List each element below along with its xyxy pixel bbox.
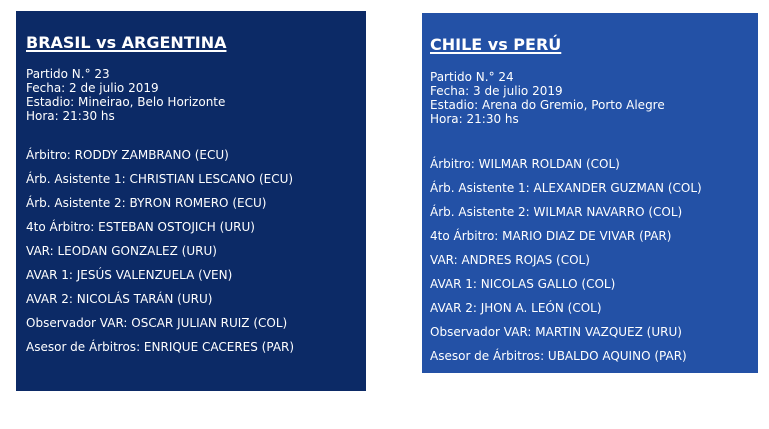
match-number: Partido N.° 24: [430, 70, 514, 84]
official-var: VAR: ANDRES ROJAS (COL): [430, 253, 590, 267]
official-assistant-1: Árb. Asistente 1: ALEXANDER GUZMAN (COL): [430, 181, 702, 195]
match-date: Fecha: 2 de julio 2019: [26, 81, 159, 95]
official-fourth-referee: 4to Árbitro: MARIO DIAZ DE VIVAR (PAR): [430, 229, 672, 243]
official-avar-2: AVAR 2: NICOLÁS TARÁN (URU): [26, 292, 213, 306]
match-info: [26, 67, 356, 123]
official-referee-advisor: Asesor de Árbitros: ENRIQUE CACERES (PAR): [26, 340, 295, 354]
official-assistant-1: Árb. Asistente 1: CHRISTIAN LESCANO (ECU): [26, 172, 294, 186]
official-avar-2: AVAR 2: JHON A. LEÓN (COL): [430, 301, 602, 315]
official-avar-1: AVAR 1: NICOLAS GALLO (COL): [430, 277, 616, 291]
official-var-observer: Observador VAR: OSCAR JULIAN RUIZ (COL): [26, 316, 288, 330]
match-title: CHILE vs PERÚ: [430, 35, 562, 54]
official-var-observer: Observador VAR: MARTIN VAZQUEZ (URU): [430, 325, 682, 339]
match-card-brasil-argentina: [16, 11, 366, 391]
match-card-chile-peru: [422, 13, 758, 373]
official-referee: Árbitro: RODDY ZAMBRANO (ECU): [26, 148, 229, 162]
official-assistant-2: Árb. Asistente 2: BYRON ROMERO (ECU): [26, 196, 267, 210]
official-assistant-2: Árb. Asistente 2: WILMAR NAVARRO (COL): [430, 205, 683, 219]
match-date: Fecha: 3 de julio 2019: [430, 84, 563, 98]
official-avar-1: AVAR 1: JESÚS VALENZUELA (VEN): [26, 268, 233, 282]
match-stadium: Estadio: Mineirao, Belo Horizonte: [26, 95, 226, 109]
match-number: Partido N.° 23: [26, 67, 110, 81]
official-fourth-referee: 4to Árbitro: ESTEBAN OSTOJICH (URU): [26, 220, 255, 234]
match-title: BRASIL vs ARGENTINA: [26, 33, 227, 52]
officials-list: [430, 152, 750, 368]
match-stadium: Estadio: Arena do Gremio, Porto Alegre: [430, 98, 665, 112]
match-time: Hora: 21:30 hs: [26, 109, 115, 123]
match-time: Hora: 21:30 hs: [430, 112, 519, 126]
match-info: [430, 70, 750, 126]
official-referee: Árbitro: WILMAR ROLDAN (COL): [430, 157, 620, 171]
official-referee-advisor: Asesor de Árbitros: UBALDO AQUINO (PAR): [430, 349, 687, 363]
official-var: VAR: LEODAN GONZALEZ (URU): [26, 244, 217, 258]
officials-list: [26, 143, 356, 359]
